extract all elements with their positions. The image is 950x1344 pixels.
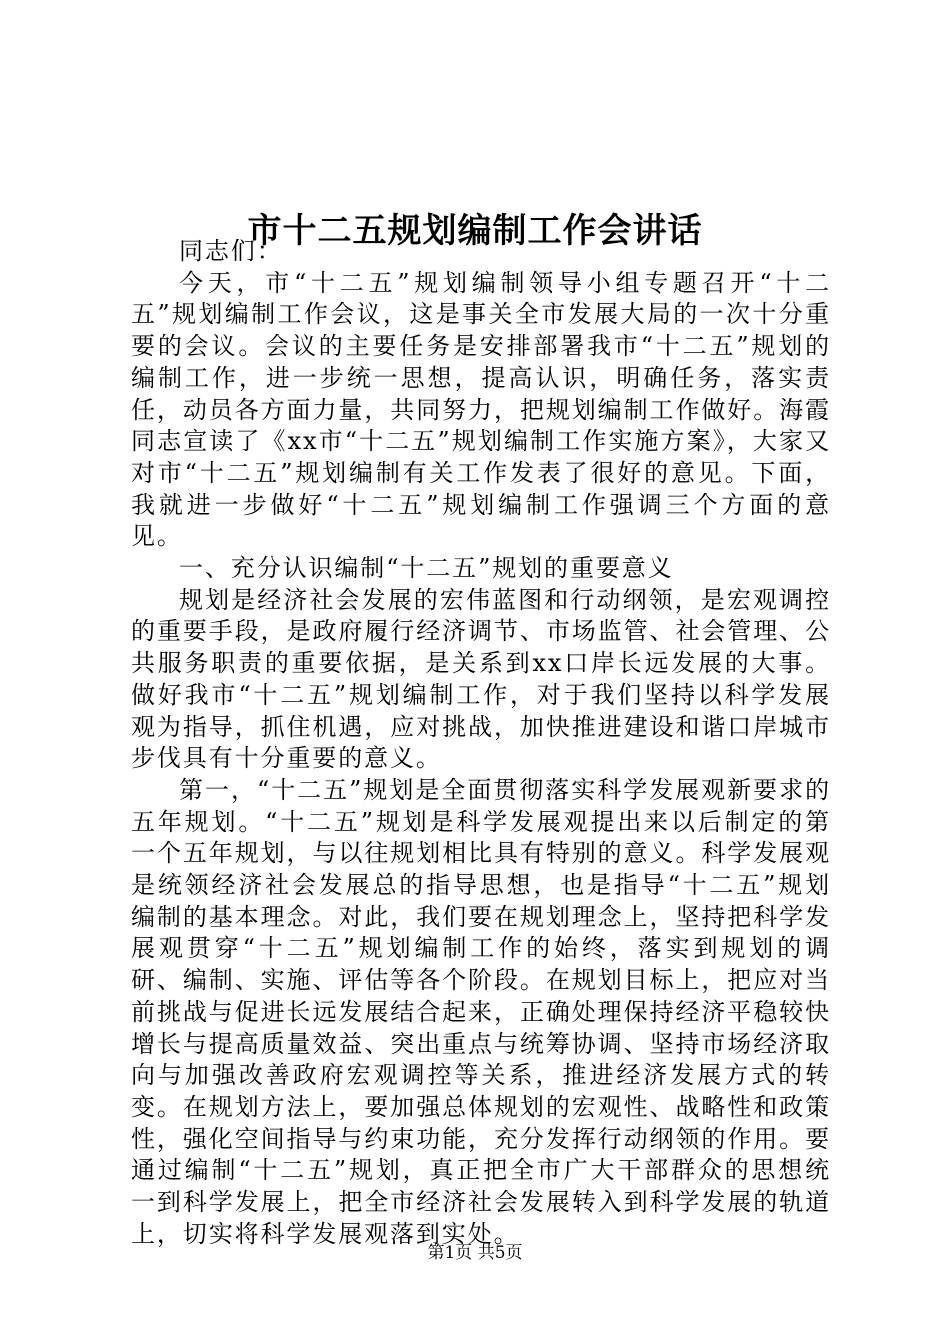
document-body [131,236,831,1251]
page-number-footer: 第1页 共5页 [427,1243,523,1263]
section-heading: 一、充分认识编制“十二五”规划的重要意义 [179,554,674,583]
intro-paragraph: 今天，市“十二五”规划编制领导小组专题召开“十二五”规划编制工作会议，这是事关全市发展大局的一次十分重要的会议。会议的主要任务是安排部署我市“十二五”规划的编制工作，进一步统一思想，提高认识，明确任务，落实责任，动员各方面力量，共同努力，把规划编制工作做好。海霞同志宣读了《xx市“十二五”规划编制工作实施方案》，大家又对市“十二五”规划编制有关工作发表了很好的意见。下面，我就进一步做好“十二五”规划编制工作强调三个方面的意见。 [131,268,831,551]
document-title: 市十二五规划编制工作会讲话 [247,210,703,251]
body-paragraph: 第一，“十二五”规划是全面贯彻落实科学发展观新要求的五年规划。“十二五”规划是科学发展观提出来以后制定的第一个五年规划，与以往规划相比具有特别的意义。科学发展观是统领经济社会发展总的指导思想，也是指导“十二五”规划编制的基本理念。对此，我们要在规划理念上，坚持把科学发展观贯穿“十二五”规划编制工作的始终，落实到规划的调研、编制、实施、评估等各个阶段。在规划目标上，把应对当前挑战与促进长远发展结合起来，正确处理保持经济平稳较快增长与提高质量效益、突出重点与统筹协调、坚持市场经济取向与加强改善政府宏观调控等关系，推进经济发展方式的转变。在规划方法上，要加强总体规划的宏观性、战略性和政策性，强化空间指导与约束功能，充分发挥行动纲领的作用。要通过编制“十二五”规划，真正把全市广大干部群众的思想统一到科学发展上，把全市经济社会发展转入到科学发展的轨道上，切实将科学发展观落到实处。 [131,775,831,1248]
body-paragraph: 规划是经济社会发展的宏伟蓝图和行动纲领，是宏观调控的重要手段，是政府履行经济调节、市场监管、社会管理、公共服务职责的重要依据，是关系到xx口岸长远发展的大事。做好我市“十二五”规划编制工作，对于我们坚持以科学发展观为指导，抓住机遇，应对挑战，加快推进建设和谐口岸城市步伐具有十分重要的意义。 [131,585,831,773]
salutation-paragraph: 同志们： [179,237,283,265]
